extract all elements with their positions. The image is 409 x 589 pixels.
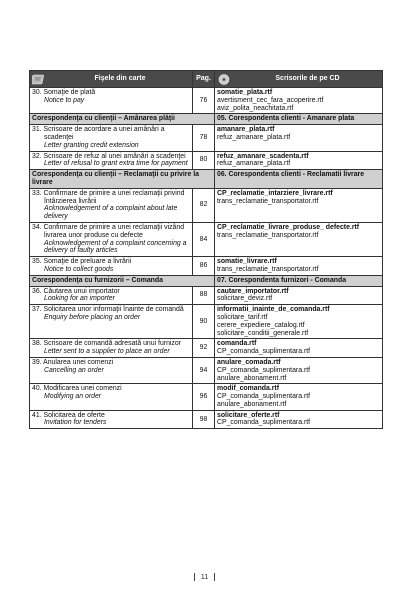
cd-file-name: anulare_abonament.rtf — [217, 400, 287, 408]
sheet-cell — [30, 188, 193, 222]
cd-file-name: CP_comanda_suplimentara.rtf — [217, 393, 311, 401]
sheet-cell — [30, 257, 193, 276]
cd-file-name: anulare_abonament.rtf — [217, 374, 287, 382]
page-ref: 90 — [193, 305, 215, 339]
footer-divider-right — [214, 573, 215, 581]
footer-divider-left — [194, 573, 195, 581]
cd-file-name: trans_reclamatie_transportator.rtf — [217, 265, 319, 273]
section-title: Corespondenţa cu clienţii – Reclamaţii cu privire la livrare — [30, 170, 215, 189]
cd-files-cell — [215, 222, 383, 256]
sheet-cell — [30, 384, 193, 410]
cd-files-cell — [215, 151, 383, 170]
sheet-title-en: Letter of refusal to grant extra time for payment — [44, 160, 188, 168]
cd-file-name: CP_comanda_suplimentara.rtf — [217, 348, 311, 356]
page-ref: 84 — [193, 222, 215, 256]
page-ref: 78 — [193, 125, 215, 151]
sheet-title-en: Cancelling an order — [44, 366, 104, 374]
cd-files-cell — [215, 88, 383, 114]
sheet-title-ro: 33. Confirmare de primire a unei reclamaţii privind întârzierea livrării — [32, 189, 185, 205]
sheet-title-en: Letter granting credit extension — [44, 141, 139, 149]
page-ref: 86 — [193, 257, 215, 276]
header-right-label: Scrisorile de pe CD — [275, 75, 340, 83]
sheet-title-ro: 31. Scrisoare de acordare a unei amânări a scadenţei — [32, 126, 165, 141]
cd-files-cell — [215, 125, 383, 151]
cd-file-name: refuz_amanare_plata.rtf — [217, 160, 291, 168]
section-row — [30, 114, 383, 125]
section-cd-folder: 05. Corespondenta clienti - Amanare plata — [215, 114, 383, 125]
sheet-title-ro: 38. Scrisoare de comandă adresată unui furnizor — [32, 340, 181, 348]
cd-icon — [217, 74, 231, 85]
sheet-title-en: Notice to pay — [44, 96, 85, 104]
table-row — [30, 339, 383, 358]
header-book-sheets — [30, 71, 193, 88]
cd-files-cell — [215, 384, 383, 410]
sheet-cell — [30, 305, 193, 339]
sheet-title-en: Notice to collect goods — [44, 265, 114, 273]
table-body — [30, 88, 383, 429]
page-ref: 96 — [193, 384, 215, 410]
cd-file-name: informatii_inainte_de_comanda.rtf — [217, 306, 330, 314]
cd-file-name: CP_comanda_suplimentara.rtf — [217, 366, 311, 374]
section-cd-folder: 06. Corespondenta clienti - Reclamatii livrare — [215, 170, 383, 189]
sheet-cell — [30, 125, 193, 151]
cd-files-cell — [215, 286, 383, 305]
section-title: Corespondenţa cu clienţii – Amânarea plăţii — [30, 114, 215, 125]
table-row — [30, 188, 383, 222]
sheet-cell — [30, 88, 193, 114]
table-row — [30, 305, 383, 339]
sheet-title-ro: 30. Somaţie de plată — [32, 89, 96, 96]
sheet-title-ro: 34. Confirmare de primire a unei reclamaţii vizând livrarea unor produse cu defecte — [32, 223, 185, 239]
cd-file-name: somatie_livrare.rtf — [217, 258, 277, 266]
page-ref: 92 — [193, 339, 215, 358]
cd-file-name: refuz_amanare_plata.rtf — [217, 133, 291, 141]
cd-file-name: refuz_amanare_scadenta.rtf — [217, 152, 309, 160]
sheet-cell — [30, 151, 193, 170]
sheet-cell — [30, 357, 193, 383]
cd-files-cell — [215, 257, 383, 276]
cd-files-cell — [215, 339, 383, 358]
cd-file-name: solicitare_deviz.rtf — [217, 295, 273, 303]
sheet-cell — [30, 339, 193, 358]
sheet-cell — [30, 410, 193, 429]
book-icon — [32, 74, 46, 85]
cd-files-cell — [215, 357, 383, 383]
sheet-title-ro: 39. Anularea unei comenzi — [32, 358, 114, 366]
cd-file-name: anulare_comada.rtf — [217, 358, 281, 366]
page-number: 11 — [200, 573, 209, 581]
sheet-title-ro: 32. Scrisoare de refuz al unei amânări a scadenţei — [32, 152, 186, 160]
sheet-title-en: Invitation for tenders — [44, 419, 107, 427]
sheet-title-en: Acknowledgement of a complaint concerning a delivery of faulty articles — [44, 239, 187, 255]
table-row — [30, 151, 383, 170]
cd-files-cell — [215, 410, 383, 429]
section-row — [30, 170, 383, 189]
table-row — [30, 88, 383, 114]
page-ref: 94 — [193, 357, 215, 383]
sheet-title-ro: 41. Solicitarea de oferte — [32, 411, 105, 419]
table-row — [30, 384, 383, 410]
header-cd-letters — [215, 71, 383, 88]
cd-file-name: comanda.rtf — [217, 340, 257, 348]
sheet-title-en: Letter sent to a supplier to place an order — [44, 348, 170, 356]
sheet-title-en: Acknowledgement of a complaint about late delivery — [44, 205, 178, 221]
cd-file-name: solicitare_oferte.rtf — [217, 411, 280, 419]
sheet-cell — [30, 222, 193, 256]
page-ref: 88 — [193, 286, 215, 305]
cd-files-cell — [215, 305, 383, 339]
cd-file-name: trans_reclamatie_transportator.rtf — [217, 197, 319, 205]
page-ref: 98 — [193, 410, 215, 429]
table-header-row — [30, 71, 383, 88]
cd-file-name: avertisment_cec_fara_acoperire.rtf — [217, 96, 324, 104]
cd-files-cell — [215, 188, 383, 222]
sheet-title-ro: 40. Modificarea unei comenzi — [32, 385, 122, 393]
header-left-label: Fişele din carte — [94, 75, 146, 83]
header-page: Pag. — [193, 71, 215, 88]
table-row — [30, 257, 383, 276]
table-row — [30, 286, 383, 305]
cd-file-name: cautare_importator.rtf — [217, 287, 289, 295]
sheet-cell — [30, 286, 193, 305]
page-ref: 80 — [193, 151, 215, 170]
cd-file-name: CP_comanda_suplimentara.rtf — [217, 419, 311, 427]
cd-file-name: amanare_plata.rtf — [217, 126, 275, 134]
sheet-title-en: Modifying an order — [44, 393, 102, 401]
sheet-title-ro: 36. Căutarea unui importator — [32, 287, 120, 295]
page-ref: 82 — [193, 188, 215, 222]
table-row — [30, 125, 383, 151]
cd-file-name: CP_reclamatie_livrare_produse_ defecte.rtf — [217, 223, 360, 231]
sheet-title-ro: 37. Solicitarea unor informaţii înainte de comandă — [32, 306, 184, 314]
cd-file-name: CP_reclamatie_intarziere_livrare.rtf — [217, 189, 333, 197]
cd-file-name: aviz_polita_neachitata.rtf — [217, 104, 294, 112]
cd-file-name: modif_comanda.rtf — [217, 385, 280, 393]
table-row — [30, 410, 383, 429]
cd-file-name: cerere_expediere_catalog.rtf — [217, 321, 305, 329]
section-title: Corespondenţa cu furnizorii – Comanda — [30, 275, 215, 286]
contents-table — [29, 70, 383, 429]
cd-file-name: solicitare_tarif.rtf — [217, 313, 268, 321]
sheet-title-en: Enquiry before placing an order — [44, 313, 141, 321]
table-row — [30, 222, 383, 256]
page-ref: 76 — [193, 88, 215, 114]
cd-file-name: trans_reclamatie_transportator.rtf — [217, 231, 319, 239]
page-footer — [0, 573, 409, 581]
sheet-title-en: Looking for an importer — [44, 295, 115, 303]
cd-file-name: solicitare_conditii_generale.rtf — [217, 329, 309, 337]
cd-file-name: somatie_plata.rtf — [217, 89, 273, 96]
section-row — [30, 275, 383, 286]
sheet-title-ro: 35. Somaţie de preluare a livrării — [32, 258, 132, 266]
table-row — [30, 357, 383, 383]
section-cd-folder: 07. Corespondenta furnizori - Comanda — [215, 275, 383, 286]
